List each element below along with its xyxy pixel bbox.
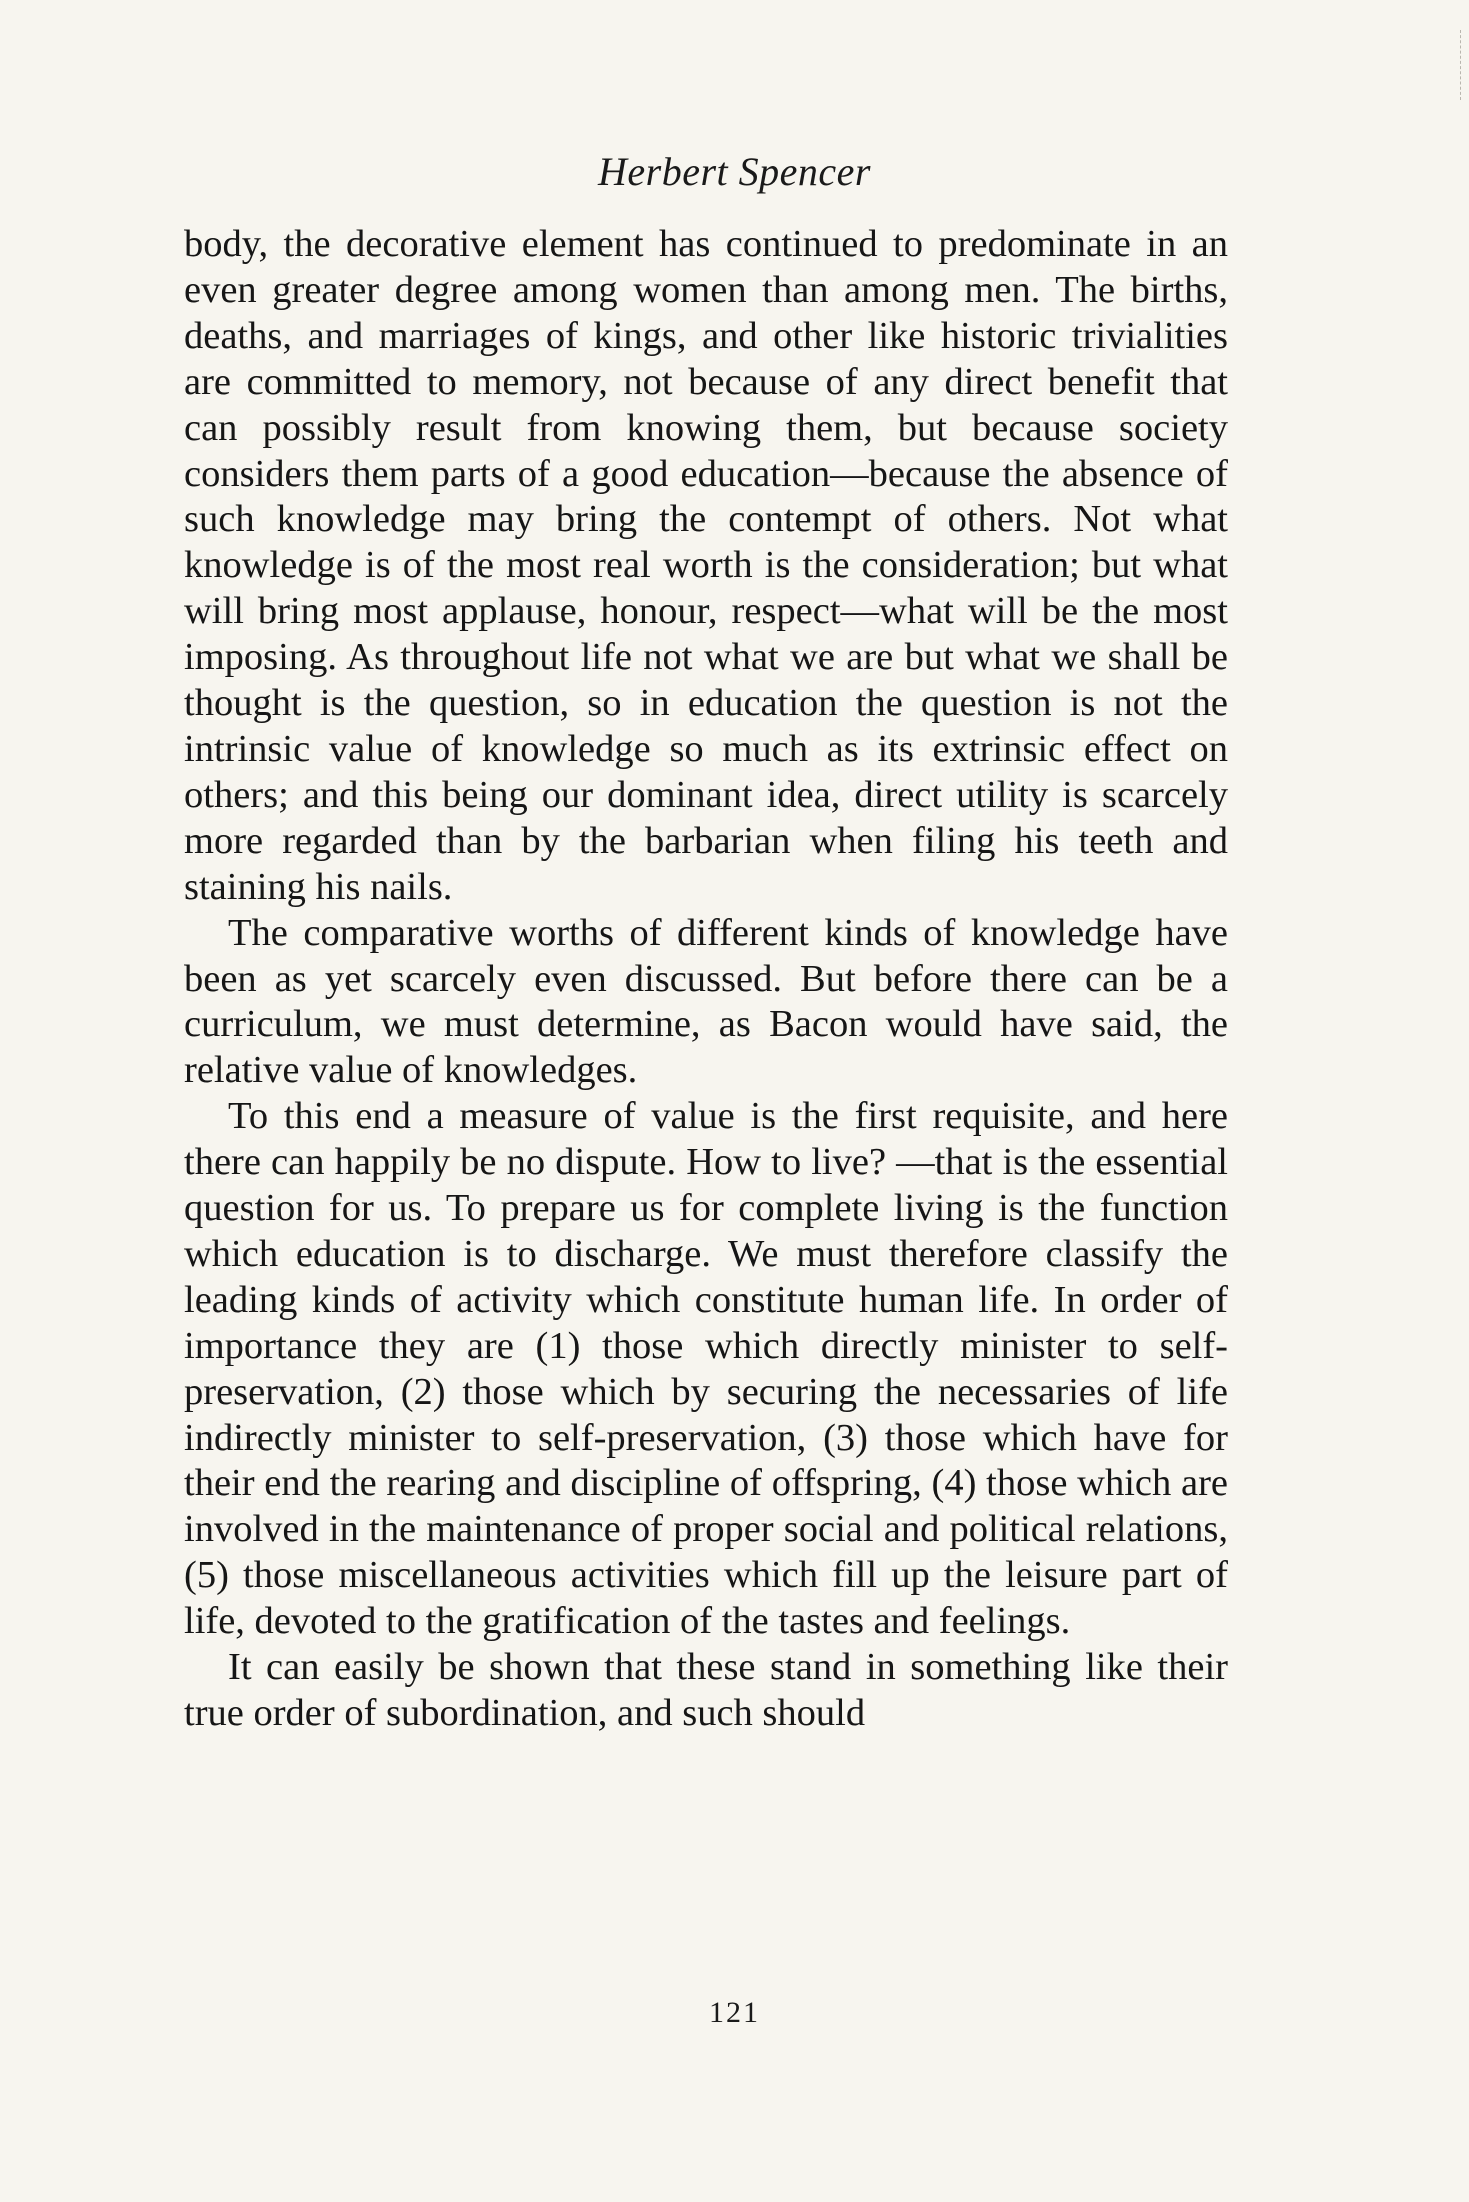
scan-edge-mark — [1459, 30, 1461, 100]
paragraph-order-of-subordination: It can easily be shown that these stand in something like their true order of subordination, and such should — [184, 1646, 1228, 1734]
running-head: Herbert Spencer — [598, 149, 871, 194]
paragraph-comparative-worths: The comparative worths of different kinds of knowledge have been as yet scarcely even discussed. But before there can be a curriculum, we must determine, as Bacon would have said, the relative value of knowledges. — [184, 911, 1228, 1092]
paragraph-measure-of-value: To this end a measure of value is the first requisite, and here there can happily be no dispute. How to live? —that is the essential question for us. To prepare us for complete living is the function which education is to discharge. We must therefore classify the leading kinds of activity which constitute human life. In order of importance they are (1) those which directly minister to self-preservation, (2) those which by securing the necessaries of life indirectly minister to self-preservation, (3) those which have for their end the rearing and discipline of offspring, (4) those which are involved in the maintenance of proper social and political relations, (5) those miscellaneous activities which fill up the leisure part of life, devoted to the gratification of the tastes and feelings. — [184, 1095, 1228, 1643]
paragraph-decorative-element: body, the decorative element has continued to predominate in an even greater degree among women than among men. The births, deaths, and marriages of kings, and other like historic trivialities are committed to memory, not because of any direct benefit that can possibly result from knowing them, but because society considers them parts of a good education—because the absence of such knowledge may bring the contempt of others. Not what knowledge is of the most real worth is the consideration; but what will bring most applause, honour, respect—what will be the most imposing. As throughout life not what we are but what we shall be thought is the question, so in education the question is not the intrinsic value of knowledge so much as its extrinsic effect on others; and this being our dominant idea, direct utility is scarcely more regarded than by the barbarian when filing his teeth and staining his nails. — [184, 223, 1228, 908]
body-text — [184, 222, 1228, 1737]
page-number: 121 — [709, 1996, 760, 2029]
